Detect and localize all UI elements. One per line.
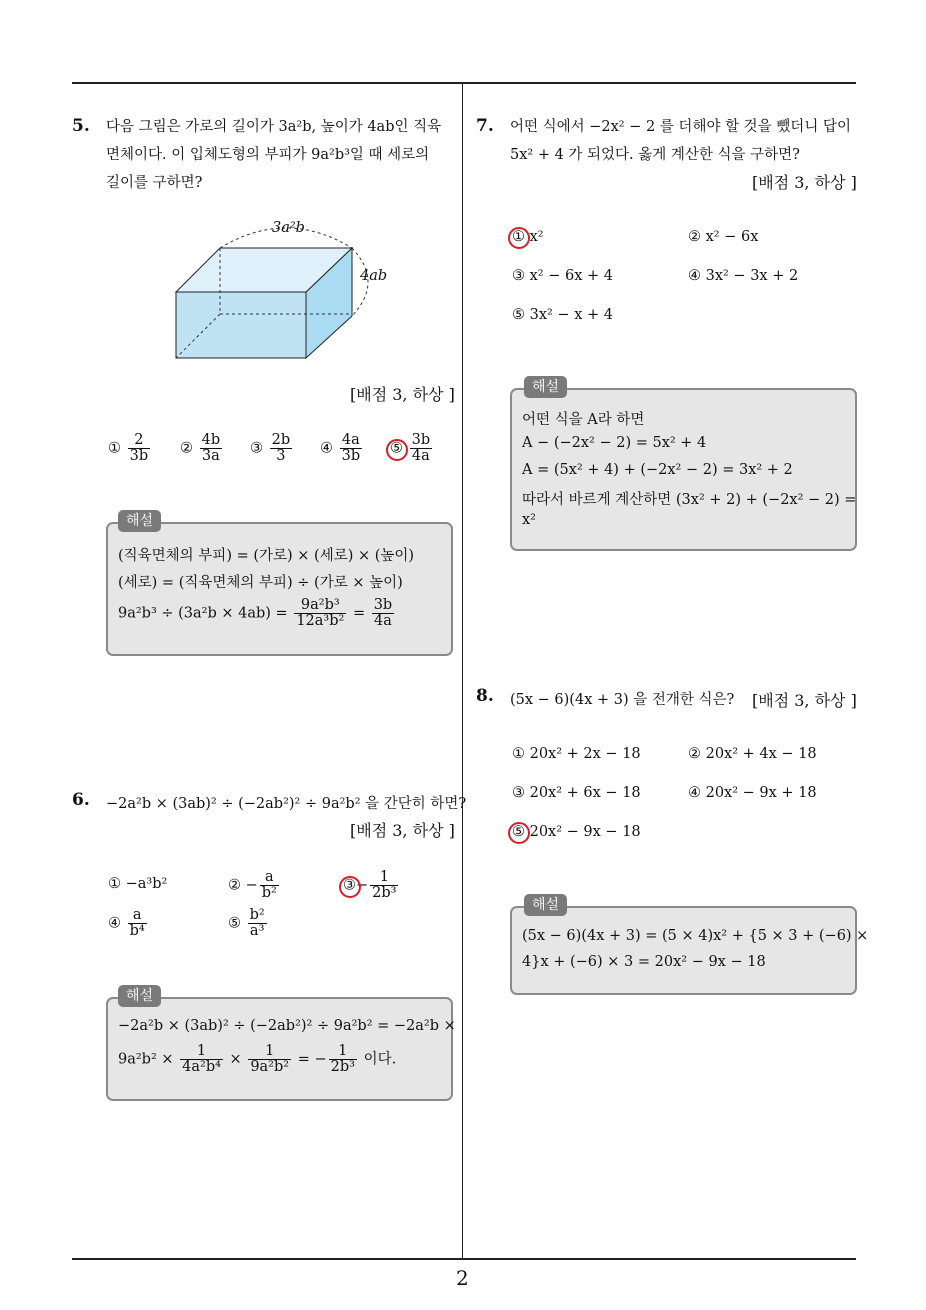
option-fraction: $\frac{3b}{4a}$ (411, 432, 431, 464)
q5-solution-tag: 해설 (118, 510, 161, 532)
q5-number: 5. (72, 116, 90, 136)
q6-option-2[interactable]: ② − $\frac{a}{\text{b²}}$ (228, 869, 277, 901)
q5-option-1[interactable] (108, 433, 152, 464)
q8-solution-box (510, 906, 857, 995)
q5-answer-circle (386, 439, 408, 461)
option-mark: ③ (250, 440, 263, 457)
q5-text-line: 다음 그림은 가로의 길이가 3a²b, 높이가 4ab인 직육 (106, 119, 442, 135)
q8-option-5[interactable]: ⑤ 20x² − 9x − 18 (512, 824, 641, 840)
q6-solution-formula: 9a²b² × $\frac{1}{\text{4a²b⁴}}$ × $\frac{1}{\text{9a²b²}}$ = − $\frac{1}{\text{2b³}}$ 이다. (118, 1043, 397, 1075)
q7-solution-line: x² (522, 512, 536, 528)
q6-solution-tag: 해설 (118, 985, 161, 1007)
q7-text-line: 어떤 식에서 −2x² − 2 를 더해야 할 것을 뺐더니 답이 (510, 119, 851, 135)
q7-solution-line: A = (5x² + 4) + (−2x² − 2) = 3x² + 2 (522, 462, 793, 478)
option-fraction: $\frac{4b}{3a}$ (201, 432, 221, 464)
page-number: 2 (456, 1266, 469, 1290)
q8-option-4[interactable]: ④ 20x² − 9x + 18 (688, 785, 817, 801)
option-mark: ② (180, 440, 193, 457)
q5-solution-formula: 9a²b³ ÷ (3a²b × 4ab) = $\frac{\text{9a²b³}}{\text{12a³b²}}$ = $\frac{3b}{4a}$ (118, 597, 393, 629)
q7-option-5[interactable]: ⑤ 3x² − x + 4 (512, 307, 613, 323)
q8-solution-line: (5x − 6)(4x + 3) = (5 × 4)x² + {5 × 3 + (−6) × (522, 928, 869, 944)
option-mark: ⑤ (390, 440, 403, 457)
option-fraction: $\frac{2}{3b}$ (129, 432, 149, 464)
q8-number: 8. (476, 686, 494, 706)
q8-text: (5x − 6)(4x + 3) 을 전개한 식은? (510, 692, 735, 708)
q5-score: [배점 3, 하상 ] (350, 385, 455, 404)
q8-solution-tag: 해설 (524, 894, 567, 916)
q7-solution-line: 따라서 바르게 계산하면 (3x² + 2) + (−2x² − 2) = (522, 492, 857, 508)
q5-option-2[interactable] (180, 433, 224, 464)
q6-option-1[interactable]: ① −a³b² (108, 876, 168, 892)
q5-fig-top-label: 3a²b (272, 220, 305, 236)
q7-score: [배점 3, 하상 ] (752, 173, 857, 192)
q7-option-2[interactable]: ② x² − 6x (688, 229, 759, 245)
q5-option-3[interactable] (250, 433, 294, 464)
q8-option-3[interactable]: ③ 20x² + 6x − 18 (512, 785, 641, 801)
q7-solution-line: 어떤 식을 A라 하면 (522, 412, 645, 428)
option-mark: ④ (320, 440, 333, 457)
q6-solution-line: −2a²b × (3ab)² ÷ (−2ab²)² ÷ 9a²b² = −2a²b × (118, 1018, 456, 1034)
q6-number: 6. (72, 790, 90, 810)
q5-solution-line: (세로) = (직육면체의 부피) ÷ (가로 × 높이) (118, 575, 403, 591)
q5-cuboid-figure (170, 214, 390, 364)
q5-text (106, 113, 456, 197)
q7-text (510, 113, 860, 169)
q7-option-4[interactable]: ④ 3x² − 3x + 2 (688, 268, 799, 284)
q5-solution-line: (직육면체의 부피) = (가로) × (세로) × (높이) (118, 548, 415, 564)
q6-text: −2a²b × (3ab)² ÷ (−2ab²)² ÷ 9a²b² 을 간단히 하면? (106, 796, 467, 812)
q5-text-line: 길이를 구하면? (106, 175, 203, 191)
q5-option-4[interactable] (320, 433, 364, 464)
q7-solution-line: A − (−2x² − 2) = 5x² + 4 (522, 435, 707, 451)
q8-answer-circle (508, 822, 530, 844)
q6-option-5[interactable]: ⑤ $\frac{\text{b²}}{\text{a³}}$ (228, 907, 265, 939)
q7-option-1[interactable]: ① x² (512, 229, 544, 245)
q8-option-1[interactable]: ① 20x² + 2x − 18 (512, 746, 641, 762)
q5-text-line: 면체이다. 이 입체도형의 부피가 9a²b³일 때 세로의 (106, 147, 430, 163)
q6-option-3[interactable]: ③− $\frac{1}{\text{2b³}}$ (343, 869, 397, 901)
option-fraction: $\frac{4a}{3b}$ (341, 432, 361, 464)
q7-option-3[interactable]: ③ x² − 6x + 4 (512, 268, 613, 284)
q8-score: [배점 3, 하상 ] (752, 691, 857, 710)
q7-solution-tag: 해설 (524, 376, 567, 398)
q8-solution-line: 4}x + (−6) × 3 = 20x² − 9x − 18 (522, 954, 766, 970)
q6-score: [배점 3, 하상 ] (350, 821, 455, 840)
q7-answer-circle (508, 227, 530, 249)
q6-answer-circle (339, 876, 361, 898)
q8-option-2[interactable]: ② 20x² + 4x − 18 (688, 746, 817, 762)
top-rule (72, 82, 856, 84)
option-fraction: $\frac{2b}{3}$ (271, 432, 291, 464)
option-mark: ① (108, 440, 121, 457)
column-divider (462, 84, 463, 1259)
bottom-rule (72, 1258, 856, 1260)
cuboid-front-face (176, 292, 306, 358)
q7-text-line: 5x² + 4 가 되었다. 옳게 계산한 식을 구하면? (510, 147, 800, 163)
q5-fig-side-label: 4ab (360, 268, 388, 284)
q6-option-4[interactable]: ④ $\frac{a}{\text{b⁴}}$ (108, 907, 145, 939)
q7-number: 7. (476, 116, 494, 136)
